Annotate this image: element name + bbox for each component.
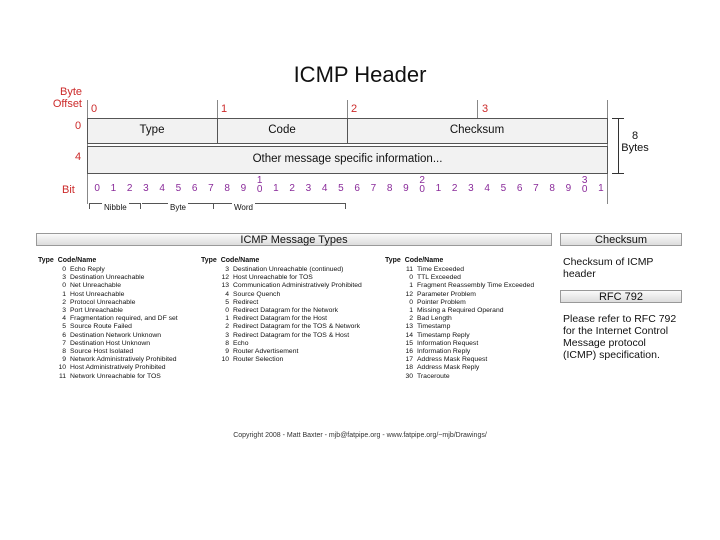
list-item: 1 Host Unreachable [62, 290, 125, 298]
list-item: 15 Information Request [405, 339, 479, 347]
list-item: 13 Communication Administratively Prohibited [221, 282, 362, 290]
bit-label: Bit [62, 184, 75, 196]
list-item: 9 Network Administratively Prohibited [62, 356, 177, 364]
bit-number: 1 0 [256, 175, 263, 195]
bit-numbers [87, 175, 608, 212]
list-item: 1 Fragment Reassembly Time Exceeded [409, 282, 535, 290]
field-code: Code [268, 124, 296, 136]
offset-4: 4 [75, 151, 82, 163]
col3-head: Type Code/Name [385, 257, 444, 264]
bit-number: 3 0 [581, 175, 588, 195]
list-item: 3 Redirect Datagram for the TOS & Host [225, 331, 350, 339]
bit-number: 1 [598, 183, 604, 194]
bit-number: 3 [305, 183, 312, 194]
bit-number: 8 [549, 183, 555, 194]
offset-0: 0 [75, 120, 82, 132]
field-checksum: Checksum [449, 124, 505, 136]
list-item: 3 Port Unreachable [62, 307, 123, 315]
list-item: 2 Protocol Unreachable [62, 298, 136, 306]
list-item: 11 Time Exceeded [405, 266, 464, 273]
bit-number: 5 [175, 183, 182, 194]
list-item: 5 Redirect [225, 298, 259, 306]
list-item: 14 Timestamp Reply [405, 331, 470, 339]
rfc-text: Please refer to RFC 792 for the Internet Control Message protocol (ICMP) specification. [563, 313, 677, 361]
bit-number: 4 [159, 183, 165, 194]
list-item: 0 Echo Reply [62, 266, 105, 273]
col1-head: Type Code/Name [38, 257, 97, 264]
bit-number: 5 [338, 183, 344, 194]
type-list-2 [199, 266, 384, 364]
bit-number: 9 [403, 183, 409, 194]
list-item: 0 Pointer Problem [409, 298, 466, 306]
list-item: 5 Source Route Failed [62, 323, 132, 331]
list-item: 13 Timestamp [405, 323, 451, 331]
field-other: Other message specific information... [252, 153, 443, 165]
list-item: 10 Host Administratively Prohibited [58, 364, 166, 372]
bit-number: 6 [516, 183, 523, 194]
list-item: 0 Net Unreachable [62, 282, 122, 290]
list-item: 6 Destination Network Unknown [62, 331, 162, 339]
list-item: 12 Parameter Problem [405, 290, 476, 298]
list-item: 9 Router Advertisement [225, 348, 299, 356]
list-item: 0 Redirect Datagram for the Network [225, 307, 339, 315]
bit-number: 1 [435, 183, 442, 194]
bit-number: 7 [208, 183, 214, 194]
col2-head: Type Code/Name [201, 257, 260, 264]
list-item: 17 Address Mask Request [405, 356, 488, 364]
list-item: 3 Destination Unreachable [62, 274, 145, 282]
rfc-bar: RFC 792 [560, 290, 682, 303]
bit-number: 2 [451, 183, 458, 194]
bit-number: 2 0 [419, 175, 425, 195]
bit-number: 3 [468, 183, 474, 194]
bit-number: 2 [289, 183, 295, 194]
list-item: 7 Destination Host Unknown [62, 339, 151, 347]
checksum-bar: Checksum [560, 233, 682, 246]
list-item: 4 Fragmentation required, and DF set [62, 315, 178, 323]
list-item: 10 Router Selection [221, 356, 284, 364]
byte-offset-label: Byte Offset [52, 86, 82, 110]
bit-number: 9 [240, 183, 247, 194]
size-label: 8 Bytes [621, 130, 649, 154]
list-item: 18 Address Mask Reply [405, 364, 480, 372]
list-item: 3 Destination Unreachable (continued) [225, 266, 344, 273]
bit-number: 8 [386, 183, 393, 194]
list-item: 11 Network Unreachable for TOS [58, 372, 161, 380]
bit-number: 6 [354, 183, 360, 194]
page-title: ICMP Header [293, 62, 427, 87]
bit-number: 9 [565, 183, 572, 194]
byte-marker-3: 3 [482, 103, 489, 115]
list-item: 4 Source Quench [225, 290, 281, 298]
checksum-text: Checksum of ICMP header [563, 256, 654, 280]
bit-number: 8 [224, 183, 230, 194]
byte-marker-0: 0 [91, 103, 98, 115]
bit-number: 1 [110, 183, 117, 194]
bit-number: 0 [94, 183, 100, 194]
list-item: 1 Redirect Datagram for the Host [225, 315, 328, 323]
bit-number: 4 [321, 183, 328, 194]
list-item: 12 Host Unreachable for TOS [221, 274, 313, 282]
list-item: 16 Information Reply [405, 348, 471, 356]
field-type: Type [139, 124, 165, 136]
bit-number: 1 [273, 183, 279, 194]
bit-number: 4 [484, 183, 490, 194]
list-item: 8 Echo [225, 339, 249, 347]
nibble-label: Nibble [104, 203, 127, 212]
bit-number: 6 [191, 183, 198, 194]
bit-number: 7 [533, 183, 539, 194]
byte-marker-1: 1 [221, 103, 228, 115]
list-item: 8 Source Host Isolated [62, 348, 134, 356]
list-item: 1 Missing a Required Operand [409, 307, 504, 315]
list-item: 2 Bad Length [409, 315, 452, 323]
type-list-3 [383, 266, 558, 381]
list-item: 0 TTL Exceeded [409, 274, 461, 282]
copyright: Copyright 2008 - Matt Baxter - mjb@fatpipe.org - www.fatpipe.org/~mjb/Drawings/ [233, 432, 487, 439]
word-label: Word [234, 203, 253, 212]
list-item: 2 Redirect Datagram for the TOS & Network [225, 323, 361, 331]
bit-number: 7 [370, 183, 377, 194]
list-item: 30 Traceroute [405, 372, 450, 380]
type-list-1 [36, 266, 196, 381]
bit-number: 2 [126, 183, 133, 194]
bit-number: 5 [500, 183, 507, 194]
message-types-bar: ICMP Message Types [36, 233, 552, 246]
byte-marker-2: 2 [351, 103, 358, 115]
byte-label: Byte [170, 203, 187, 212]
bit-number: 3 [143, 183, 149, 194]
